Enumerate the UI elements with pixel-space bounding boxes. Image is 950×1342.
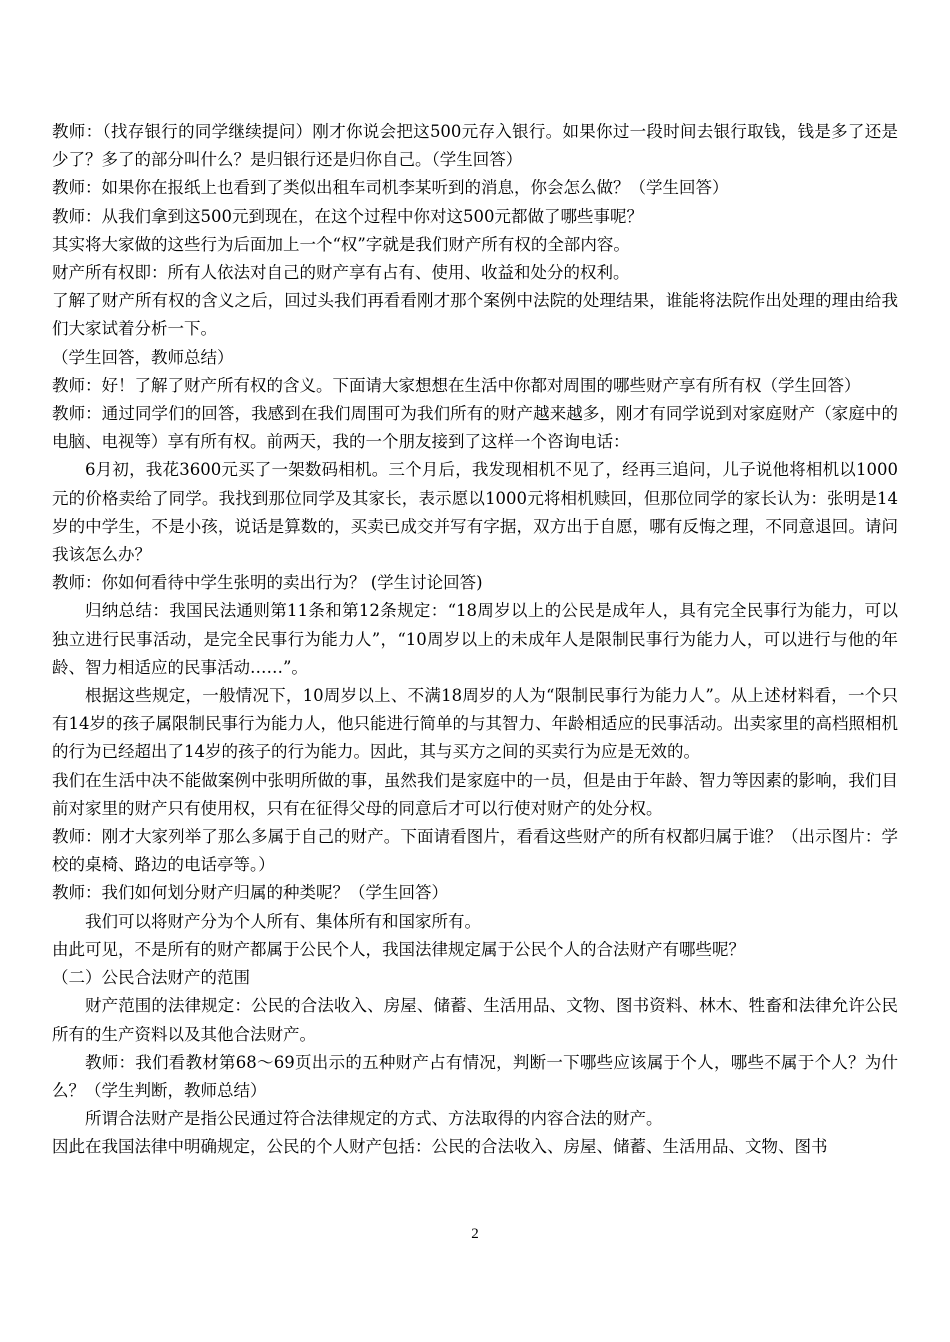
paragraph: 教师：我们如何划分财产归属的种类呢？（学生回答） xyxy=(52,883,448,903)
paragraph: 教师：你如何看待中学生张明的卖出行为？ (学生讨论回答) xyxy=(52,573,483,593)
paragraph: 教师：刚才大家列举了那么多属于自己的财产。下面请看图片，看看这些财产的所有权都归属于谁？（出示图片：学校的桌椅、路边的电话亭等。） xyxy=(52,827,898,875)
paragraph: 财产所有权即：所有人依法对自己的财产享有占有、使用、收益和处分的权利。 xyxy=(52,263,630,283)
paragraph: 根据这些规定，一般情况下，10周岁以上、不满18周岁的人为“限制民事行为能力人”。从上述材料看，一个只有14岁的孩子属限制民事行为能力人，他只能进行简单的与其智力、年龄相适应的民事活动。出卖家里的高档照相机的行为已经超出了14岁的孩子的行为能力。因此，其与买方之间的买卖行为应是无效的。 xyxy=(52,686,898,762)
paragraph: 教师：如果你在报纸上也看到了类似出租车司机李某听到的消息，你会怎么做？（学生回答） xyxy=(52,178,729,198)
paragraph: 教师：从我们拿到这500元到现在，在这个过程中你对这500元都做了哪些事呢？ xyxy=(52,206,643,226)
paragraph: 6月初，我花3600元买了一架数码相机。三个月后，我发现相机不见了，经再三追问，儿子说他将相机以1000元的价格卖给了同学。我找到那位同学及其家长，表示愿以1000元将相机赎回，但那位同学的家长认为：张明是14岁的中学生，不是小孩，说话是算数的，买卖已成交并写有字据，双方出于自愿，哪有反悔之理，不同意退回。请问我该怎么办？ xyxy=(52,460,898,565)
paragraph: 归纳总结：我国民法通则第11条和第12条规定：“18周岁以上的公民是成年人，具有完全民事行为能力，可以独立进行民事活动，是完全民事行为能力人”，“10周岁以上的未成年人是限制民事行为能力人，可以进行与他的年龄、智力相适应的民事活动……”。 xyxy=(52,601,898,677)
paragraph: 了解了财产所有权的含义之后，回过头我们再看看刚才那个案例中法院的处理结果，谁能将法院作出处理的理由给我们大家试着分析一下。 xyxy=(52,291,898,339)
paragraph: 我们在生活中决不能做案例中张明所做的事，虽然我们是家庭中的一员，但是由于年龄、智力等因素的影响，我们目前对家里的财产只有使用权，只有在征得父母的同意后才可以行使对财产的处分权。 xyxy=(52,770,898,818)
paragraph: 财产范围的法律规定：公民的合法收入、房屋、储蓄、生活用品、文物、图书资料、林木、牲畜和法律允许公民所有的生产资料以及其他合法财产。 xyxy=(52,996,898,1044)
paragraph: 教师：好！了解了财产所有权的含义。下面请大家想想在生活中你都对周围的哪些财产享有所有权（学生回答） xyxy=(52,375,861,395)
paragraph: 教师：我们看教材第68～69页出示的五种财产占有情况，判断一下哪些应该属于个人，哪些不属于个人？为什么？（学生判断，教师总结） xyxy=(52,1052,898,1100)
paragraph: 教师：通过同学们的回答，我感到在我们周围可为我们所有的财产越来越多，刚才有同学说到对家庭财产（家庭中的电脑、电视等）享有所有权。前两天，我的一个朋友接到了这样一个咨询电话： xyxy=(52,404,898,452)
paragraph: （二）公民合法财产的范围 xyxy=(52,968,250,988)
paragraph: （学生回答，教师总结） xyxy=(52,347,234,367)
paragraph: 教师：（找存银行的同学继续提问）刚才你说会把这500元存入银行。如果你过一段时间去银行取钱，钱是多了还是少了？多了的部分叫什么？是归银行还是归你自己。（学生回答） xyxy=(52,122,898,170)
paragraph: 由此可见，不是所有的财产都属于公民个人，我国法律规定属于公民个人的合法财产有哪些呢？ xyxy=(52,939,745,959)
paragraph: 我们可以将财产分为个人所有、集体所有和国家所有。 xyxy=(85,911,481,931)
page-number: 2 xyxy=(471,1226,479,1242)
paragraph: 因此在我国法律中明确规定，公民的个人财产包括：公民的合法收入、房屋、储蓄、生活用品、文物、图书 xyxy=(52,1137,828,1157)
paragraph: 所谓合法财产是指公民通过符合法律规定的方式、方法取得的内容合法的财产。 xyxy=(85,1109,663,1129)
paragraph: 其实将大家做的这些行为后面加上一个“权”字就是我们财产所有权的全部内容。 xyxy=(52,234,630,254)
document-body xyxy=(52,118,898,1162)
